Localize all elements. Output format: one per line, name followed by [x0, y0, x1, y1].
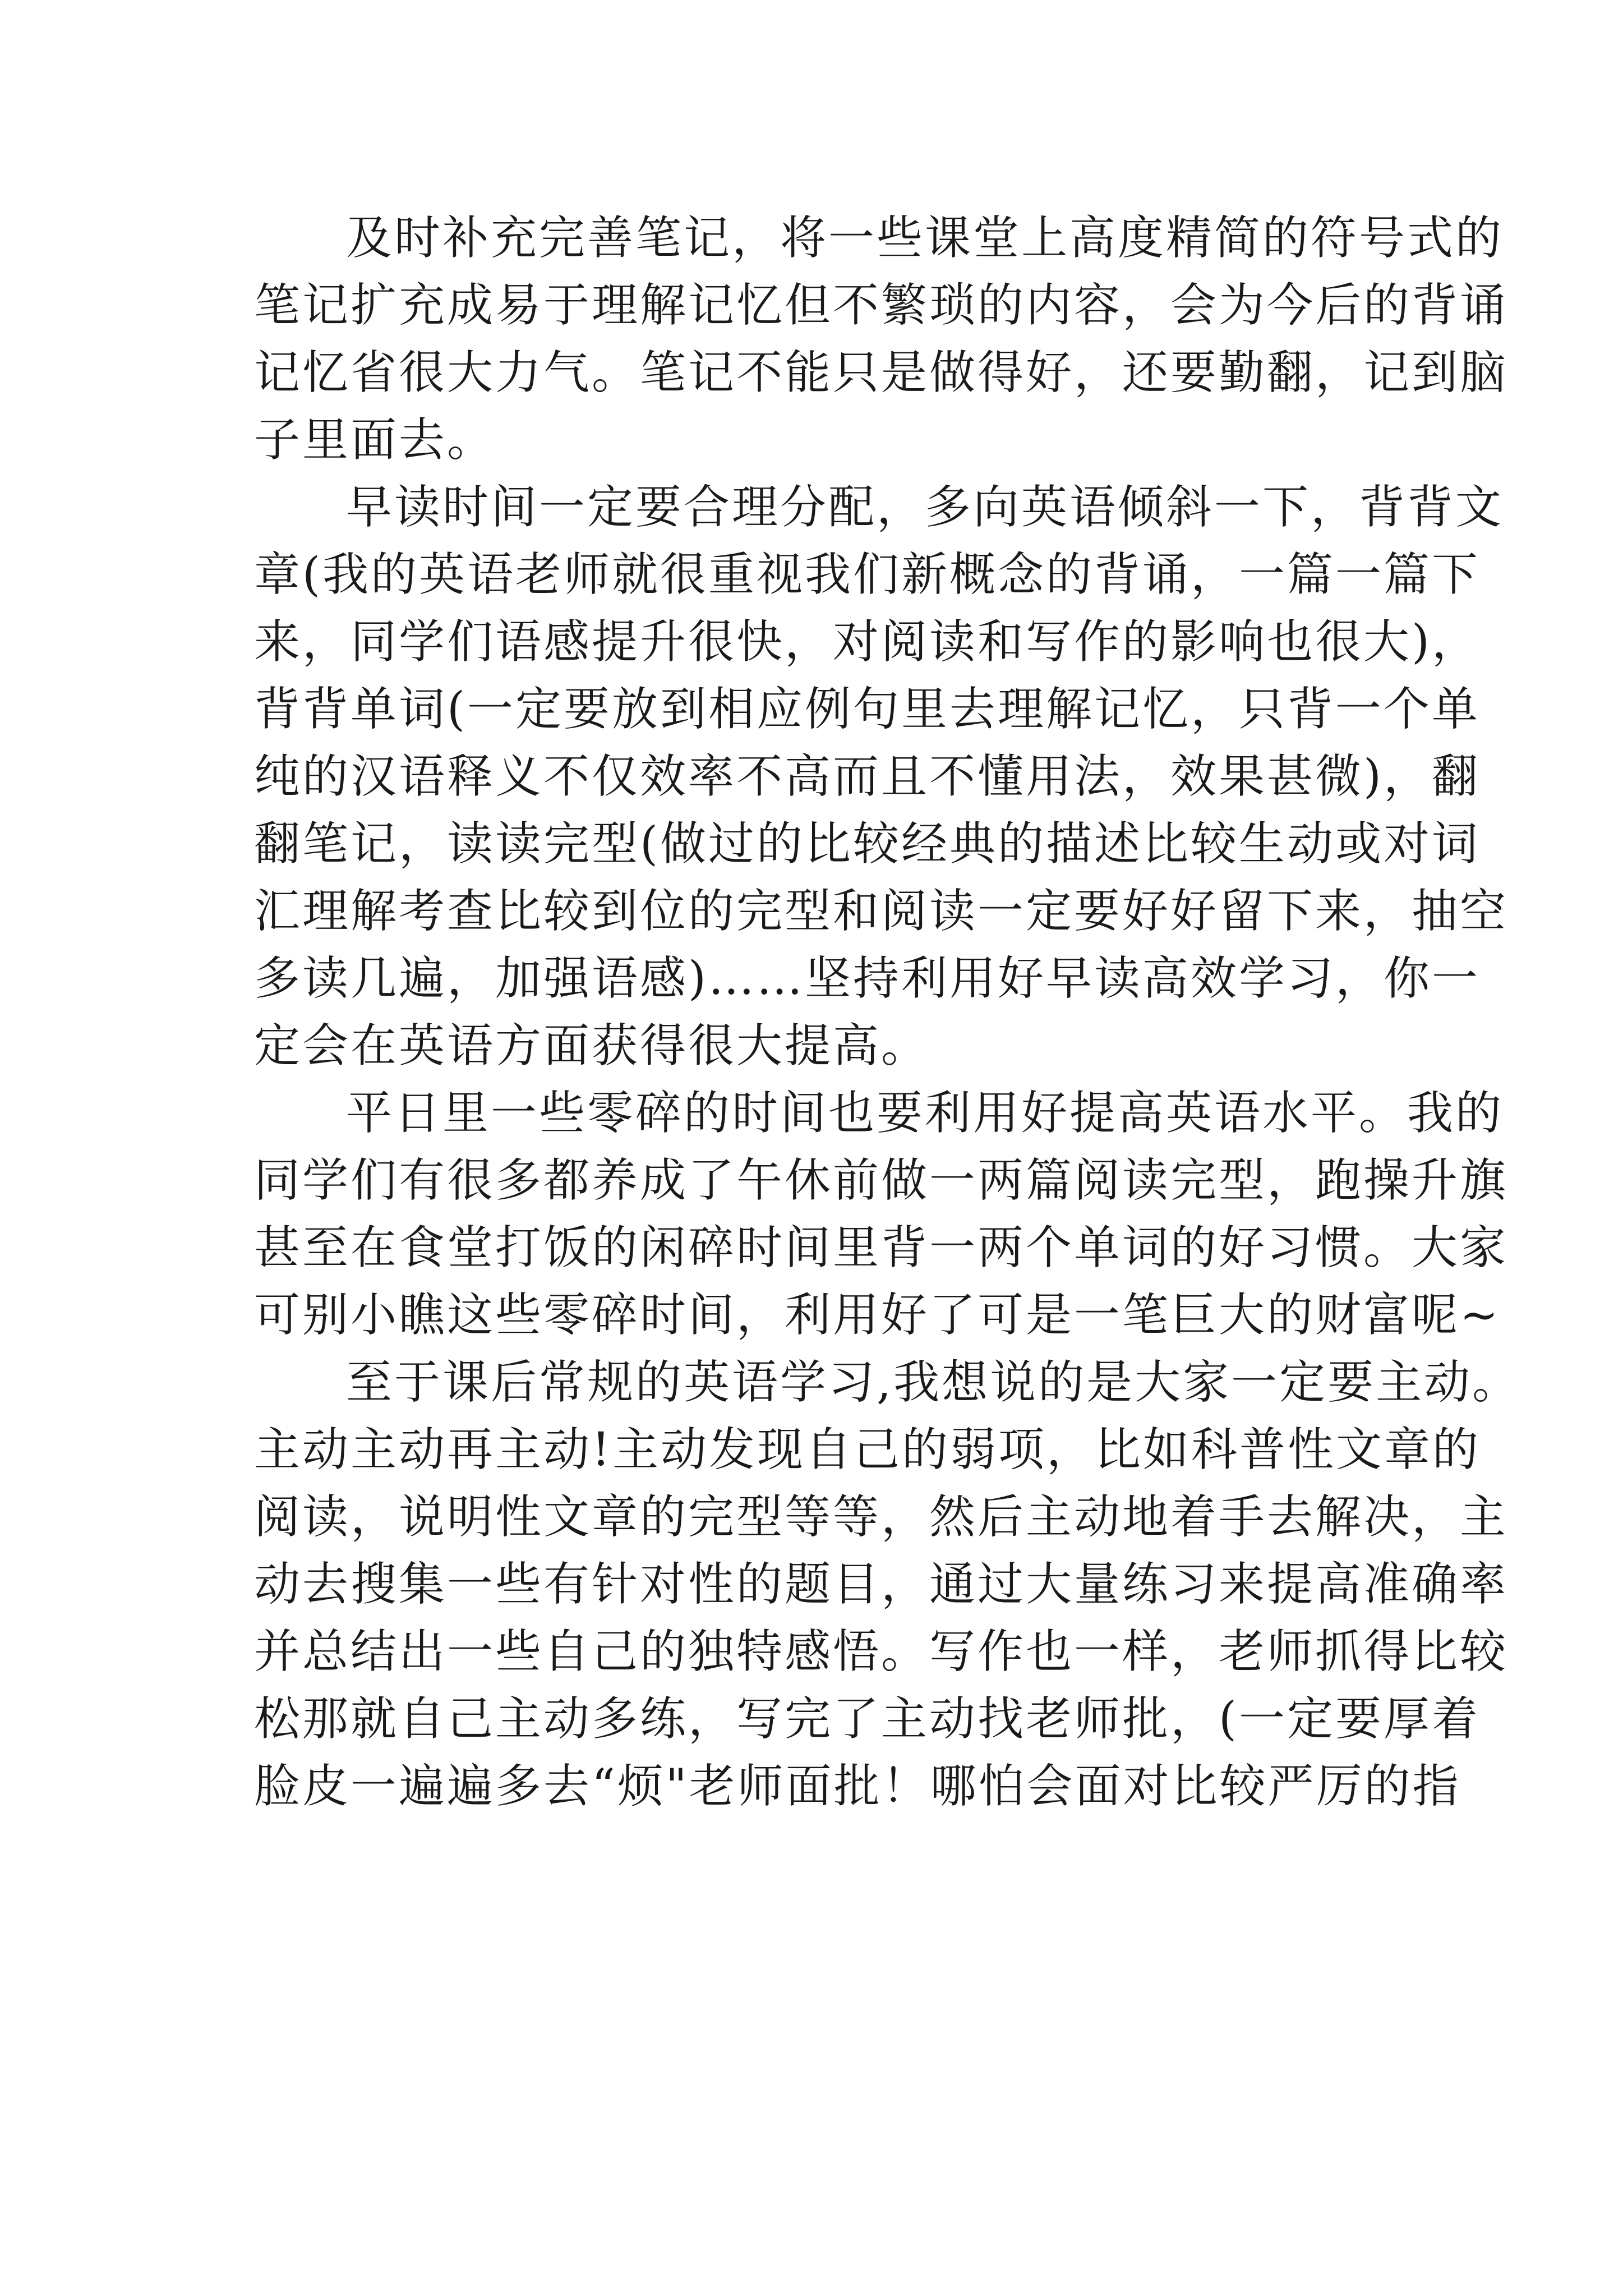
text-line: 笔记扩充成易于理解记忆但不繁琐的内容，会为今后的背诵: [254, 279, 1509, 332]
text-line: 脸皮一遍遍多去“烦"老师面批！哪怕会面对比较严厉的指: [254, 1760, 1461, 1813]
text-line: 汇理解考查比较到位的完型和阅读一定要好好留下来，抽空: [254, 885, 1509, 938]
text-line: 纯的汉语释义不仅效率不高而且不懂用法，效果甚微)，翻: [254, 750, 1480, 803]
text-line: 松那就自己主动多练，写完了主动找老师批，(一定要厚着: [254, 1692, 1480, 1746]
paragraph-morning-reading: [254, 474, 1509, 1080]
text-line: 阅读，说明性文章的完型等等，然后主动地着手去解决，主: [254, 1490, 1509, 1544]
text-line: 并总结出一些自己的独特感悟。写作也一样，老师抓得比较: [254, 1625, 1509, 1678]
text-line: 甚至在食堂打饭的闲碎时间里背一两个单词的好习惯。大家: [254, 1221, 1509, 1274]
text-line: 子里面去。: [254, 413, 496, 467]
body-text: [254, 205, 1521, 1820]
paragraph-spare-time: [254, 1080, 1509, 1349]
text-line: 可别小瞧这些零碎时间，利用好了可是一笔巨大的财富呢~: [254, 1289, 1501, 1342]
text-line: 记忆省很大力气。笔记不能只是做得好，还要勤翻，记到脑: [254, 346, 1509, 399]
text-line: 定会在英语方面获得很大提高。: [254, 1019, 930, 1073]
text-line: 同学们有很多都养成了午休前做一两篇阅读完型，跑操升旗: [254, 1154, 1509, 1207]
text-line: 主动主动再主动!主动发现自己的弱项，比如科普性文章的: [254, 1423, 1481, 1476]
text-line: 及时补充完善笔记，将一些课堂上高度精简的符号式的: [346, 211, 1504, 265]
text-line: 平日里一些零碎的时间也要利用好提高英语水平。我的: [346, 1087, 1504, 1140]
text-line: 翻笔记，读读完型(做过的比较经典的描述比较生动或对词: [254, 817, 1480, 871]
text-line: 背背单词(一定要放到相应例句里去理解记忆，只背一个单: [254, 683, 1480, 736]
text-line: 章(我的英语老师就很重视我们新概念的背诵，一篇一篇下: [254, 548, 1480, 601]
text-line: 至于课后常规的英语学习,我想说的是大家一定要主动。: [346, 1356, 1521, 1409]
paragraph-after-class: [254, 1349, 1521, 1820]
text-line: 早读时间一定要合理分配，多向英语倾斜一下，背背文: [346, 481, 1504, 534]
text-line: 动去搜集一些有针对性的题目，通过大量练习来提高准确率: [254, 1558, 1509, 1611]
text-line: 多读几遍，加强语感)……坚持利用好早读高效学习，你一: [254, 952, 1480, 1005]
text-line: 来，同学们语感提升很快，对阅读和写作的影响也很大)，: [254, 615, 1480, 669]
paragraph-notes: [254, 205, 1509, 474]
